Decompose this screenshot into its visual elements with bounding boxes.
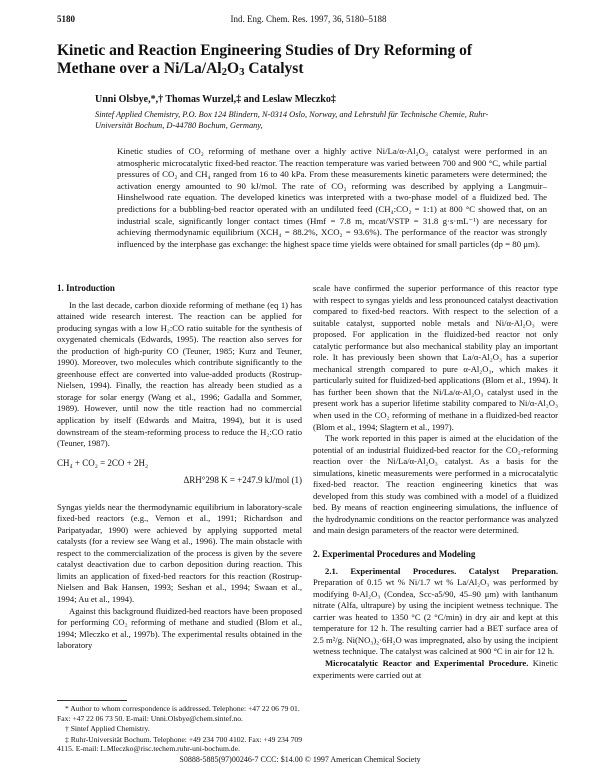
intro-paragraph-2: Syngas yields near the thermodynamic equilibrium in laboratory-scale fixed-bed reactors (e.g., Vernon et al., 1991; Richardson and Paripatyadar, 1990) were achieved by applying supported metal catalysts (for a review see Wang et al., 1996). The main obstacle with respect to the commercialization of the process is given by the severe catalyst deactivation due to carbon deposition during reaction. This limits an application of fixed-bed reactors for this reaction (Rostrup-Nielsen and Bak Hansen, 1993; Seshan et al., 1994; Swaan et al., 1994; Au et al., 1994). xyxy=(57,501,302,605)
page-number: 5180 xyxy=(57,14,75,24)
section-heading-experimental: 2. Experimental Procedures and Modeling xyxy=(313,549,476,560)
title-line-2c: Catalyst xyxy=(244,60,304,77)
title-line-1: Kinetic and Reaction Engineering Studies of Dry Reforming of xyxy=(57,42,473,59)
journal-citation: Ind. Eng. Chem. Res. 1997, 36, 5180–5188 xyxy=(230,14,387,24)
left-column xyxy=(57,283,302,652)
subsection-heading-catalyst: 2.1. Experimental Procedures. Catalyst Preparation. xyxy=(325,565,558,576)
article-title xyxy=(57,42,557,78)
title-line-2a: Methane over a Ni/La/Al xyxy=(57,60,222,77)
equation-1 xyxy=(57,458,302,496)
author-list: Unni Olsbye,*,† Thomas Wurzel,‡ and Leslaw Mleczko‡ xyxy=(95,94,336,105)
right-paragraph-1: scale have confirmed the superior performance of this reactor type with respect to syngas yields and less pronounced catalyst deactivation compared to fixed-bed reactors. With respect to the selection of a suitable catalyst, supported noble metals and Ni/α-Al₂O₃ were proposed. For application in the fluidized-bed reactor not only catalytic performance but also mechanical stability play an important role. It has previously been shown that La/α-Al₂O₃ has a superior mechanical strength compared to pure α-Al₂O₃, which makes it particularly suited for fluidized-bed applications (Blom et al., 1994). It has further been shown that the Ni/La/α-Al₂O₃ catalyst used in the present work has a superior lifetime stability compared to Ni/α-Al₂O₃ when used in the CO₂ reforming of methane in a fluidized-bed reactor (Blom et al., 1994; Slagtern et al., 1997). xyxy=(313,283,558,432)
intro-paragraph-3: Against this background fluidized-bed reactors have been proposed for performing CO₂ reforming of methane and studied (Blom et al., 1994; Mleczko et al., 1997b). The experimental results obtained in the laboratory xyxy=(57,605,302,651)
footnote-sintef: † Sintef Applied Chemistry. xyxy=(65,724,150,734)
title-line-2b: O xyxy=(227,60,240,77)
right-paragraph-2: The work reported in this paper is aimed at the elucidation of the potential of an industrial fluidized-bed reactor for the CO₂-reforming reaction over the Ni/La/α-Al₂O₃ catalyst. As a basis for the simulations, kinetic measurements were performed in a microcatalytic fixed-bed reactor. The reaction engineering kinetics that was developed from this study was combined with a model of a fluidized bed. By means of reaction engineering simulations, the influence of the hydrodynamic conditions on the reactor performance was analyzed and main design parameters of the reactor were determined. xyxy=(313,433,558,536)
subsection-text-catalyst: Preparation of 0.15 wt % Ni/1.7 wt % La/Al₂O₃ was performed by modifying θ-Al₂O₃ (Condea, Scc-a5/90, 45–90 μm) with lanthanum nitrate (Alfa, ultrapure) by using the incipient wetness technique. The carrier was heated to 1350 °C (2 °C/min) in dry air and kept at this temperature for 12 h. The resulting carrier had a BET surface area of 2.5 m²/g. Ni(NO₃)₂·6H₂O was impregnated, also by using the incipient wetness technique. The catalyst was calcined at 900 °C in air for 12 h. xyxy=(313,577,558,657)
equation-line-1: CH₄ + CO₂ = 2CO + 2H₂ xyxy=(57,457,149,468)
running-header xyxy=(57,14,560,28)
intro-paragraph-1: In the last decade, carbon dioxide reforming of methane (eq 1) has attained wide research interest. The reaction can be applied for producing syngas with a low H₂:CO ratio suitable for the synthesis of oxygenated chemicals (Edwards, 1995). The reaction also serves for the production of high-purity CO (Teuner, 1985; Kurz and Teuner, 1990). Moreover, two molecules which contribute significantly to the greenhouse effect are converted into value-added products (Rostrup-Nielsen, 1994). Finally, the reaction has already been studied as a storage for solar energy (Wang et al., 1996; Gadalla and Sommer, 1989). However, until now the title reaction had no commercial application by itself (Edwards and Maitra, 1994), but it is used downstream of the steam-reforming process to reduce the H₂:CO ratio (Teuner, 1987). xyxy=(57,299,302,449)
footnotes xyxy=(57,704,302,755)
footnote-rule xyxy=(57,700,127,701)
title-sub-2: 2 xyxy=(221,66,228,78)
subsection-text-microreactor: Kinetic experiments were carried out at xyxy=(313,657,558,680)
subsection-microreactor xyxy=(313,658,558,681)
footnote-correspondence: * Author to whom correspondence is addressed. Telephone: +47 22 06 79 01. Fax: +47 22 06 73 50. E-mail: Unni.Olsbye@chem.sintef.no. xyxy=(57,704,300,723)
affiliation: Sintef Applied Chemistry, P.O. Box 124 Blindern, N-0314 Oslo, Norway, and Lehrstuhl für Technische Chemie, Ruhr-Universität Bochum, D-44780 Bochum, Germany, xyxy=(95,110,489,130)
footnote-bochum: ‡ Ruhr-Universität Bochum. Telephone: +49 234 700 4102. Fax: +49 234 709 4115. E-mail: L.Mleczko@risc.techem.ruhr-uni-bochum.de. xyxy=(57,734,303,754)
right-column xyxy=(313,283,558,681)
subsection-heading-microreactor: Microcatalytic Reactor and Experimental Procedure. xyxy=(325,657,529,668)
subsection-catalyst-preparation xyxy=(313,566,558,658)
equation-line-2: ΔRH°298 K = +247.9 kJ/mol (1) xyxy=(183,474,302,485)
title-sub-3: 3 xyxy=(239,66,245,78)
section-heading-introduction: 1. Introduction xyxy=(57,283,115,293)
page-footer: S0888-5885(97)00246-7 CCC: $14.00 © 1997 American Chemical Society xyxy=(179,755,421,764)
abstract: Kinetic studies of CO₂ reforming of methane over a highly active Ni/La/α-Al₂O₃ catalyst were performed in an atmospheric microcatalytic fixed-bed reactor. The reaction temperature was varied between 700 and 900 °C, while partial pressures of CO₂ and CH₄ ranged from 16 to 40 kPa. From these measurements kinetic parameters were determined; the activation energy amounted to 90 kJ/mol. The rate of CO₂ reforming was described by applying a Langmuir–Hinshelwood rate equation. The developed kinetics was interpreted with a two-phase model of a fluidized bed. The predictions for a bubbling-bed reactor operated with an undiluted feed (CH₄:CO₂ = 1:1) at 800 °C showed that, on an industrial scale, significantly longer contact times (Hmf = 7.8 m, mcat/VSTP = 31.8 g·s·mL⁻¹) are necessary for achieving thermodynamic equilibrium (XCH₄ = 88.2%, XCO₂ = 93.6%). The performance of the reactor was strongly influenced by the interphase gas exchange: the highest space time yields were obtained for small particles (dp = 80 μm). xyxy=(117,146,547,249)
